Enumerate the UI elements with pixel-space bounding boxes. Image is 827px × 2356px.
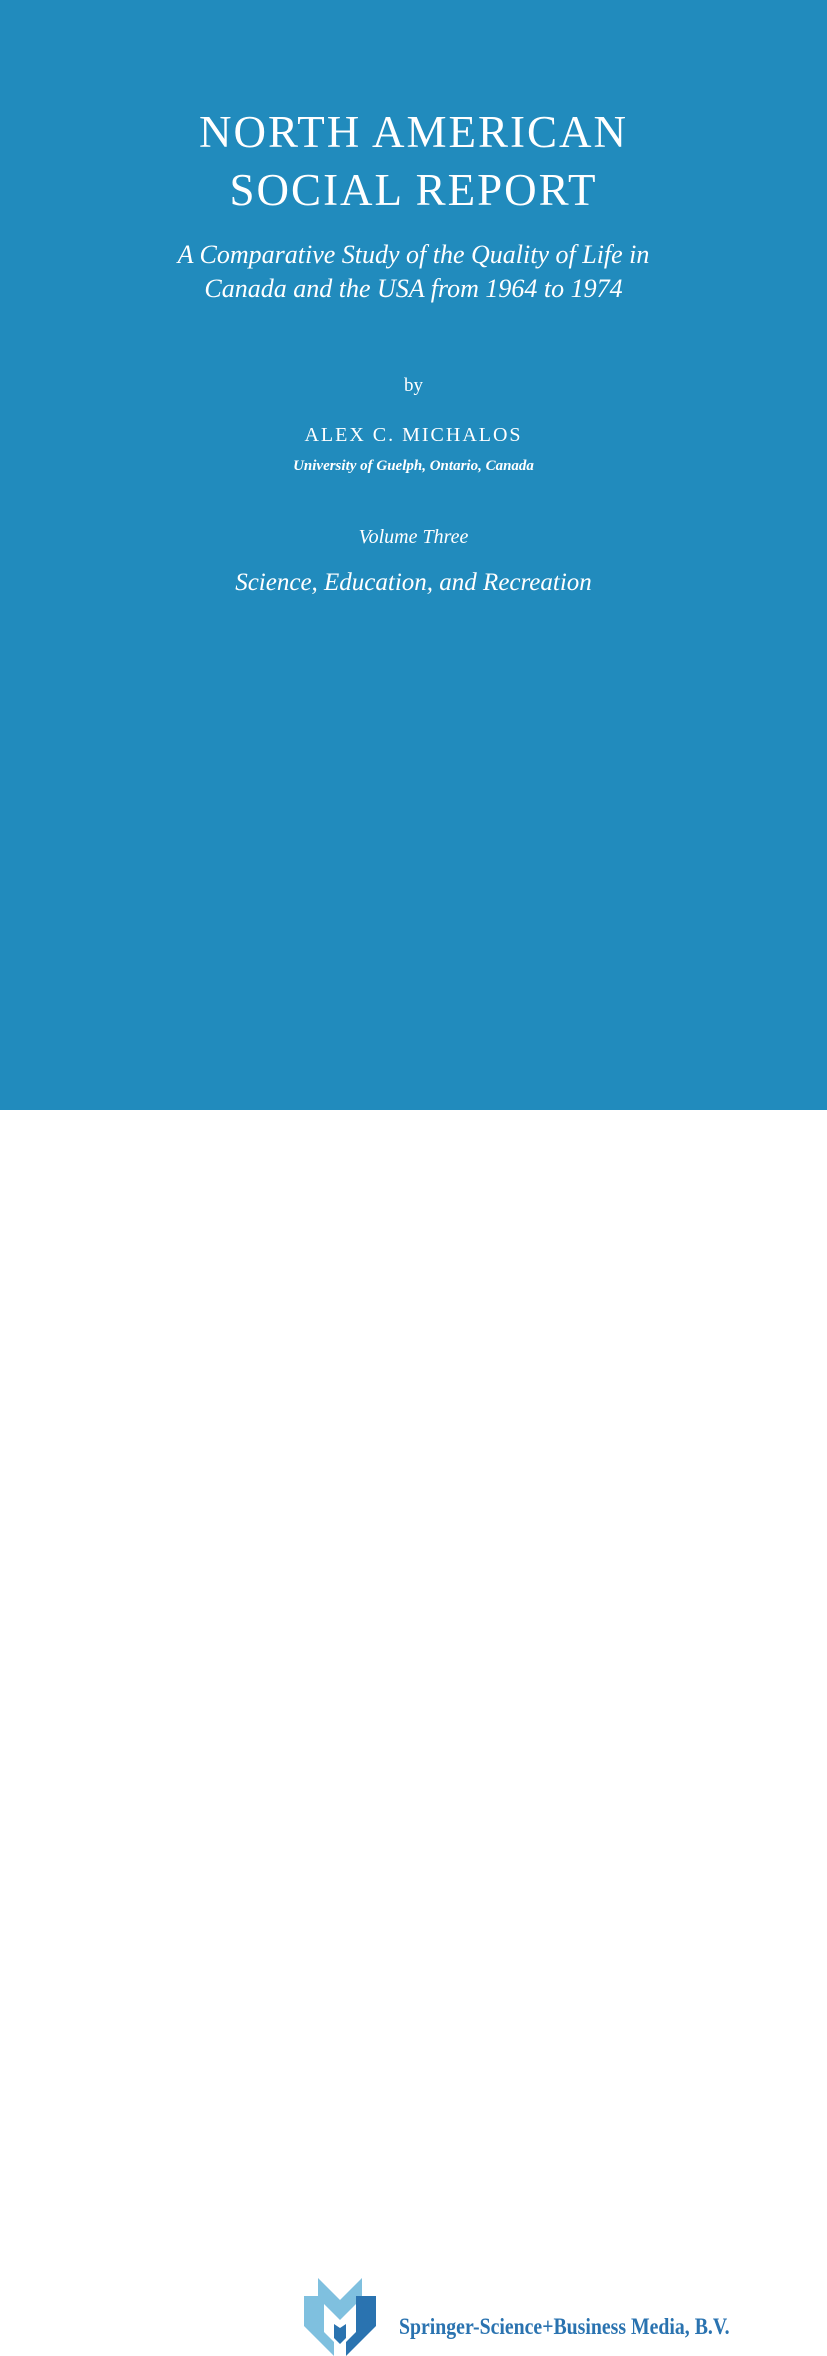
book-subtitle-line-2: Canada and the USA from 1964 to 1974 bbox=[204, 274, 623, 303]
publisher-footer bbox=[0, 1110, 827, 2339]
book-title-line-1: NORTH AMERICAN bbox=[198, 107, 629, 157]
publisher-name: Springer-Science+Business Media, B.V. bbox=[399, 2314, 730, 2339]
book-title-line-2: SOCIAL REPORT bbox=[229, 165, 598, 215]
springer-logo-icon bbox=[304, 2276, 376, 2356]
volume-title: Science, Education, and Recreation bbox=[235, 569, 592, 596]
by-label: by bbox=[404, 375, 423, 396]
author-name: ALEX C. MICHALOS bbox=[304, 424, 523, 446]
volume-label: Volume Three bbox=[358, 526, 469, 548]
book-title bbox=[0, 103, 827, 219]
author-affiliation: University of Guelph, Ontario, Canada bbox=[293, 458, 534, 474]
cover-panel bbox=[0, 0, 827, 1110]
book-subtitle bbox=[0, 238, 827, 306]
book-subtitle-line-1: A Comparative Study of the Quality of Life in bbox=[177, 240, 650, 269]
